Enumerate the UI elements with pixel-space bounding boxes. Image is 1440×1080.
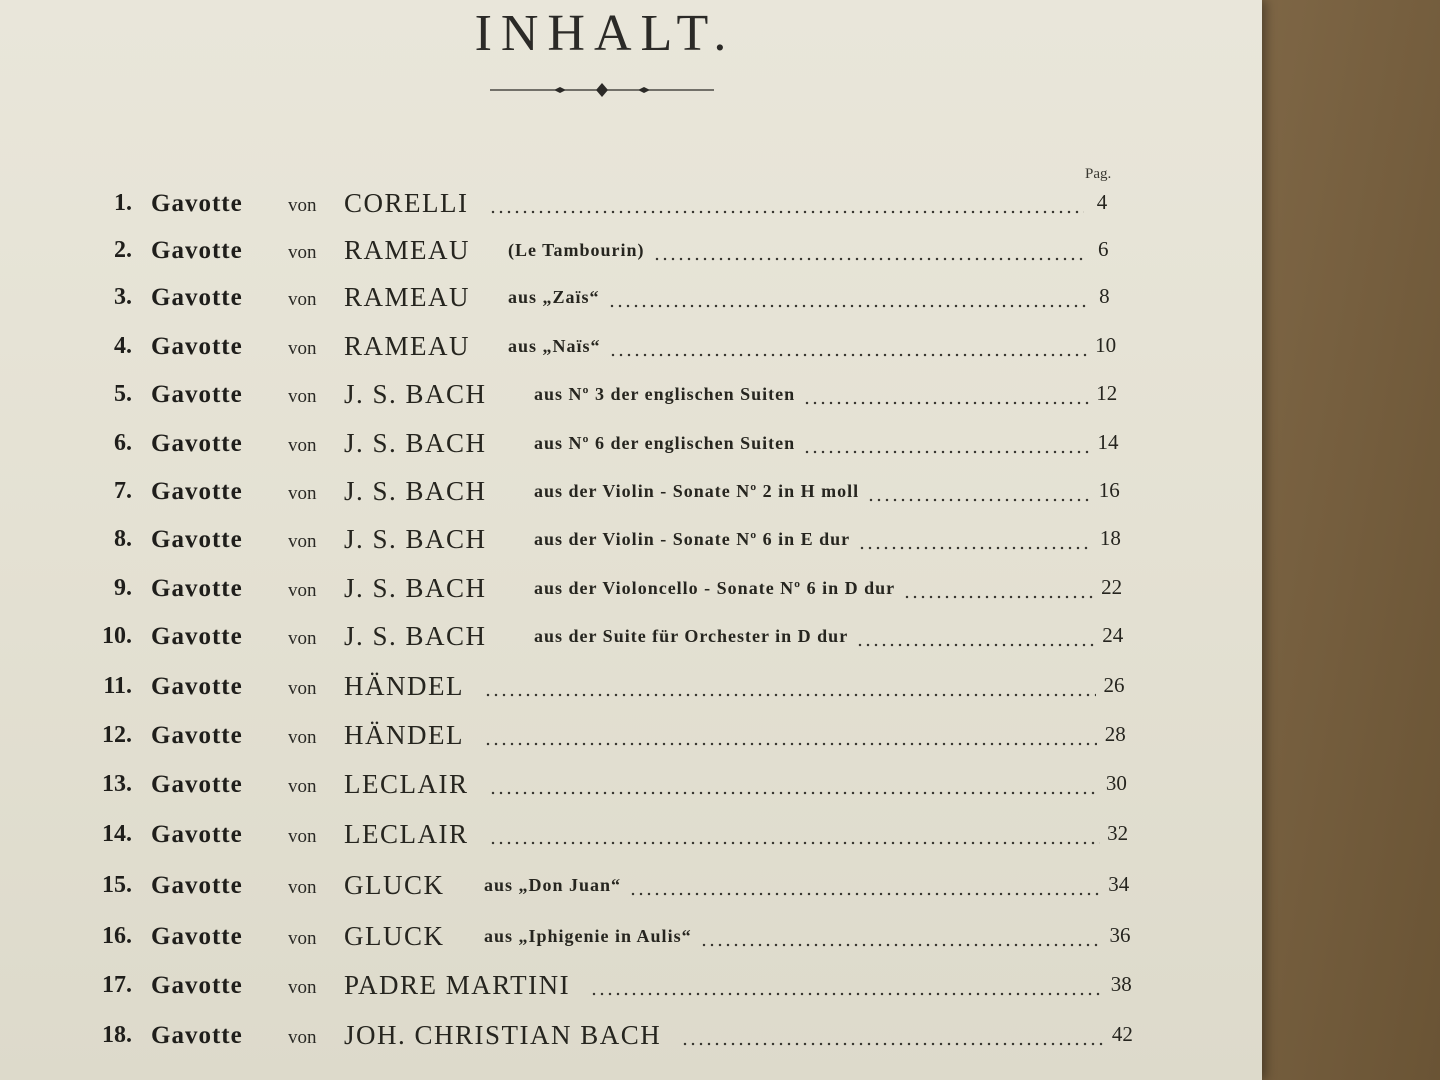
entry-von: von (288, 727, 317, 748)
entry-genre: Gavotte (151, 333, 243, 360)
entry-genre: Gavotte (151, 923, 243, 950)
entry-genre: Gavotte (151, 1022, 243, 1049)
entry-composer: GLUCK (344, 921, 445, 951)
toc-entry (0, 771, 1220, 811)
entry-page-number: 36 (1109, 923, 1131, 947)
entry-von: von (288, 826, 317, 847)
entry-von: von (288, 776, 317, 797)
entry-page-number: 10 (1095, 333, 1117, 357)
dot-leader (489, 210, 1084, 214)
entry-composer: RAMEAU (344, 235, 471, 265)
entry-genre: Gavotte (151, 381, 243, 408)
entry-number: 1. (114, 190, 132, 216)
entry-page-number: 28 (1104, 722, 1126, 746)
entry-von: von (288, 678, 317, 699)
entry-page-number: 16 (1098, 478, 1120, 502)
entry-von: von (288, 877, 317, 898)
dot-leader (700, 943, 1102, 947)
dot-leader (484, 742, 1097, 746)
entry-detail: (Le Tambourin) (508, 240, 645, 260)
entry-page-number: 30 (1105, 771, 1127, 795)
entry-number: 10. (102, 623, 132, 649)
entry-number: 2. (114, 237, 132, 263)
entry-number: 4. (114, 333, 132, 359)
entry-page-number: 4 (1096, 190, 1108, 214)
entry-number: 11. (103, 673, 132, 699)
toc-entry (0, 872, 1220, 912)
entry-von: von (288, 1027, 317, 1048)
entry-detail: aus Nº 3 der englischen Suiten (534, 384, 796, 404)
entry-detail: aus „Don Juan“ (484, 875, 622, 895)
entry-composer: J. S. BACH (344, 621, 487, 651)
dot-leader (858, 546, 1092, 550)
page-column-label: Pag. (1085, 166, 1112, 182)
page-title: INHALT. (474, 5, 736, 62)
entry-composer: HÄNDEL (344, 720, 464, 750)
entry-von: von (288, 289, 317, 310)
entry-page-number: 42 (1111, 1022, 1133, 1046)
entry-page-number: 14 (1097, 430, 1119, 454)
entry-number: 7. (114, 478, 132, 504)
entry-page-number: 26 (1103, 673, 1125, 697)
entry-genre: Gavotte (151, 430, 243, 457)
title-ornament (490, 80, 714, 100)
dot-leader (484, 693, 1096, 697)
entry-composer: HÄNDEL (344, 671, 464, 701)
entry-composer: LECLAIR (344, 769, 469, 799)
entry-von: von (288, 338, 317, 359)
entry-von: von (288, 928, 317, 949)
dot-leader (609, 353, 1088, 357)
entry-page-number: 38 (1110, 972, 1132, 996)
entry-detail: aus der Violoncello - Sonate Nº 6 in D dur (534, 578, 896, 598)
toc-entry (0, 972, 1220, 1012)
dot-leader (653, 257, 1085, 261)
entry-number: 12. (102, 722, 132, 748)
entry-page-number: 24 (1102, 623, 1124, 647)
entry-page-number: 8 (1099, 284, 1110, 308)
entry-detail: aus Nº 6 der englischen Suiten (534, 433, 796, 453)
toc-entry (0, 575, 1220, 615)
entry-number: 5. (114, 381, 132, 407)
entry-detail: aus „Iphigenie in Aulis“ (484, 926, 692, 946)
toc-entry (0, 722, 1220, 762)
entry-page-number: 6 (1097, 237, 1109, 261)
entry-composer: LECLAIR (344, 819, 469, 849)
entry-composer: GLUCK (344, 870, 445, 900)
entry-von: von (288, 195, 317, 216)
toc-entry (0, 923, 1220, 963)
entry-number: 14. (102, 821, 132, 847)
dot-leader (629, 892, 1101, 896)
entry-composer: J. S. BACH (344, 573, 487, 603)
dot-leader (856, 643, 1095, 647)
toc-entry (0, 821, 1220, 861)
entry-composer: J. S. BACH (344, 524, 487, 554)
entry-von: von (288, 531, 317, 552)
entry-number: 9. (114, 575, 132, 601)
entry-composer: J. S. BACH (344, 379, 487, 409)
toc-entry (0, 333, 1220, 373)
entry-composer: J. S. BACH (344, 476, 487, 506)
dot-leader (489, 791, 1098, 795)
entry-page-number: 18 (1099, 526, 1121, 550)
dot-leader (867, 498, 1091, 502)
entry-genre: Gavotte (151, 623, 243, 650)
entry-genre: Gavotte (151, 284, 243, 311)
dot-leader (608, 304, 1086, 308)
entry-genre: Gavotte (151, 478, 243, 505)
entry-number: 16. (102, 923, 132, 949)
dot-leader (803, 401, 1089, 405)
entry-page-number: 34 (1108, 872, 1130, 896)
dot-leader (590, 992, 1103, 996)
toc-entry (0, 1022, 1220, 1062)
entry-detail: aus „Zaïs“ (508, 287, 600, 307)
dot-leader (903, 595, 1094, 599)
entry-genre: Gavotte (151, 972, 243, 999)
entry-genre: Gavotte (151, 190, 243, 217)
entry-number: 15. (102, 872, 132, 898)
entry-von: von (288, 386, 317, 407)
toc-entry (0, 284, 1220, 324)
entry-page-number: 22 (1101, 575, 1123, 599)
entry-composer: RAMEAU (344, 282, 471, 312)
entry-composer: PADRE MARTINI (344, 970, 571, 1000)
entry-von: von (288, 483, 317, 504)
toc-entry (0, 237, 1220, 277)
entry-von: von (288, 628, 317, 649)
entry-von: von (288, 435, 317, 456)
entry-genre: Gavotte (151, 771, 243, 798)
toc-entry (0, 430, 1220, 470)
entry-detail: aus der Suite für Orchester in D dur (534, 626, 849, 646)
entry-von: von (288, 977, 317, 998)
entry-number: 6. (114, 430, 132, 456)
entry-genre: Gavotte (151, 722, 243, 749)
entry-number: 13. (102, 771, 132, 797)
entry-number: 17. (102, 972, 132, 998)
dot-leader (803, 450, 1090, 454)
entry-genre: Gavotte (151, 575, 243, 602)
entry-number: 18. (102, 1022, 132, 1048)
toc-entry (0, 381, 1220, 421)
entry-detail: aus der Violin - Sonate Nº 2 in H moll (534, 481, 860, 501)
entry-composer: JOH. CHRISTIAN BACH (344, 1020, 662, 1050)
entry-genre: Gavotte (151, 821, 243, 848)
entry-von: von (288, 242, 317, 263)
entry-number: 3. (114, 284, 132, 310)
entry-genre: Gavotte (151, 526, 243, 553)
dot-leader (489, 841, 1100, 845)
entry-genre: Gavotte (151, 872, 243, 899)
entry-detail: aus „Naïs“ (508, 336, 601, 356)
entry-genre: Gavotte (151, 673, 243, 700)
entry-genre: Gavotte (151, 237, 243, 264)
toc-entry (0, 673, 1220, 713)
toc-entry (0, 526, 1220, 566)
dot-leader (681, 1042, 1104, 1046)
entry-composer: J. S. BACH (344, 428, 487, 458)
entry-composer: CORELLI (344, 188, 469, 218)
entry-number: 8. (114, 526, 132, 552)
entry-page-number: 12 (1096, 381, 1118, 405)
entry-von: von (288, 580, 317, 601)
entry-detail: aus der Violin - Sonate Nº 6 in E dur (534, 529, 851, 549)
entry-composer: RAMEAU (344, 331, 471, 361)
toc-entry (0, 190, 1220, 230)
toc-entry (0, 623, 1220, 663)
entry-page-number: 32 (1107, 821, 1129, 845)
toc-entry (0, 478, 1220, 518)
